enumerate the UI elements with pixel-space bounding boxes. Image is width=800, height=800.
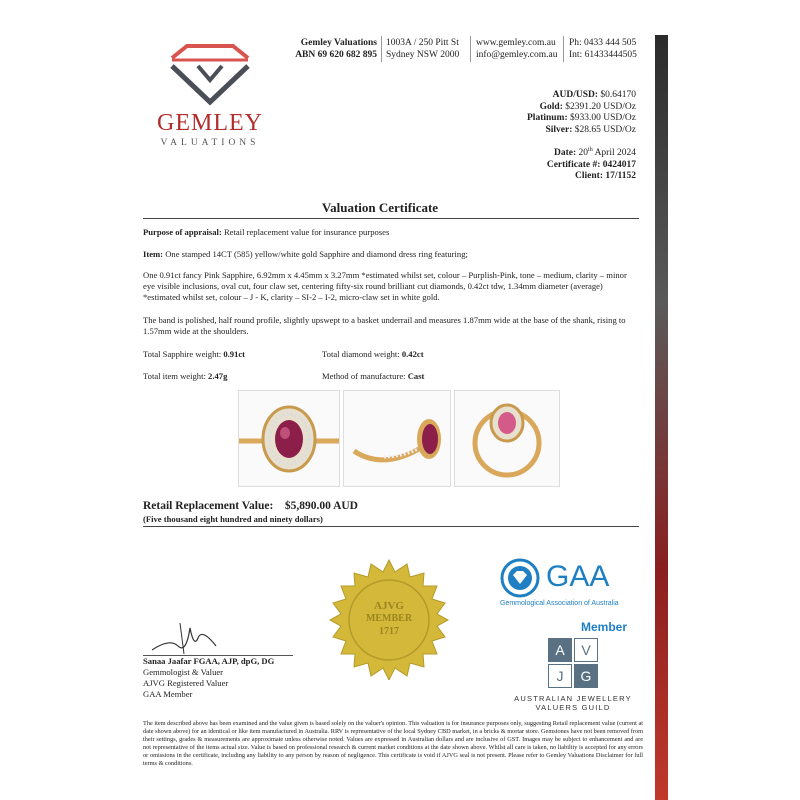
retail-value-line: Retail Replacement Value: $5,890.00 AUD — [143, 500, 358, 512]
ajvg-letter-g: G — [574, 664, 598, 688]
ajvg-text — [505, 694, 641, 712]
address-line-1: 1003A / 250 Pitt St — [386, 38, 459, 48]
signature-mark-icon — [150, 618, 220, 658]
certificate-title: Valuation Certificate — [321, 200, 439, 215]
header-company-block — [292, 37, 377, 61]
cert-number: 0424017 — [602, 159, 636, 170]
valuer-title: Gemmologist & Valuer — [143, 667, 224, 677]
ajvg-gold-seal — [328, 558, 450, 680]
ring-photo-top — [238, 390, 340, 487]
address-line-2: Sydney NSW 2000 — [386, 50, 460, 60]
ajvg-line-2: VALUERS GUILD — [535, 703, 611, 712]
valuer-name: Sanaa Jaafar FGAA, AJP, dpG, DG — [143, 656, 275, 666]
ajvg-letter-j: J — [548, 664, 572, 688]
header-phone-block — [569, 37, 637, 61]
ajvg-letter-v: V — [574, 638, 598, 662]
sapphire-weight: Total Sapphire weight: 0.91ct — [143, 349, 246, 359]
aud-rate: $0.64170 — [600, 90, 636, 100]
date-value: 20th April 2024 — [578, 147, 636, 159]
platinum-rate: $933.00 USD/Oz — [570, 113, 636, 123]
gold-rate: $2391.20 USD/Oz — [565, 101, 636, 112]
email-link[interactable]: info@gemley.com.au — [476, 50, 558, 60]
manufacture-method: Method of manufacture: Cast — [322, 371, 425, 381]
item-weight: Total item weight: 2.47g — [143, 371, 228, 381]
header-address-block — [386, 37, 459, 61]
gaa-member: Member — [581, 620, 628, 634]
certificate-meta-block — [470, 145, 636, 183]
ring-photo-side — [343, 390, 451, 487]
band-paragraph: The band is polished, half round profile, slightly upswept to a basket underrail and measures 1.87mm wide at the base of the shank, rising to 1.57mm wide at the shoulders. — [143, 315, 626, 336]
gold-label: Gold: — [539, 101, 563, 112]
intl-number: Int: 61433444505 — [569, 50, 637, 60]
seal-text-3: 1717 — [379, 626, 399, 637]
gaa-full-name: Gemmological Association of Australia — [500, 600, 619, 607]
valuer-registration: AJVG Registered Valuer — [143, 678, 229, 688]
title-underline — [143, 218, 639, 219]
cert-label: Certificate #: — [546, 159, 601, 170]
company-abn: ABN 69 620 682 895 — [295, 50, 377, 60]
seal-text-2: MEMBER — [365, 613, 413, 624]
header-divider — [563, 36, 564, 62]
silver-rate: $28.65 USD/Oz — [574, 124, 636, 135]
brand-name: GEMLEY — [157, 110, 263, 136]
description-paragraph: One 0.91ct fancy Pink Sapphire, 6.92mm x 4.45mm x 3.27mm *estimated whilst set, colour – Purplish-Pink, tone – medium, clarity – minor eye visible inclusions, oval cut, four claw set, centering fifty-six round brilliant cut diamonds, 0.42ct tdw, 1.34mm diameter (average) *estimated whilst set, colour – J - K, clarity – SI-2 – I-2, micro-claw set in white gold. — [143, 270, 627, 302]
seal-text-1: AJVG — [374, 600, 404, 612]
ring-photo-back — [454, 390, 560, 487]
aud-label: AUD/USD: — [552, 90, 598, 100]
gaa-abbr: GAA — [546, 560, 610, 593]
ajvg-line-1: AUSTRALIAN JEWELLERY — [514, 694, 632, 703]
diamond-weight: Total diamond weight: 0.42ct — [322, 349, 424, 359]
silver-label: Silver: — [545, 124, 573, 135]
client-number: 17/1152 — [605, 171, 636, 182]
value-underline — [143, 526, 639, 527]
client-label: Client: — [575, 171, 603, 182]
item-line: Item: One stamped 14CT (585) yellow/white gold Sapphire and diamond dress ring featuring; — [143, 249, 468, 259]
gaa-emblem-icon — [500, 558, 540, 598]
diamond-logo-icon — [150, 40, 270, 110]
gemley-logo — [150, 40, 270, 155]
header-web-block — [476, 37, 557, 61]
header-divider — [470, 36, 471, 62]
phone-number: Ph: 0433 444 505 — [569, 38, 637, 48]
decorative-sidebar-bar — [655, 35, 668, 800]
retail-value: $5,890.00 AUD — [284, 500, 358, 512]
website-link[interactable]: www.gemley.com.au — [476, 38, 556, 48]
ajvg-letter-a: A — [548, 638, 572, 662]
metal-rates-block — [470, 90, 636, 136]
purpose-line: Purpose of appraisal: Retail replacement value for insurance purposes — [143, 227, 390, 237]
valuer-membership: GAA Member — [143, 689, 193, 699]
ajvg-logo — [548, 638, 598, 688]
company-name: Gemley Valuations — [300, 38, 377, 48]
retail-value-words: (Five thousand eight hundred and ninety dollars) — [143, 514, 323, 524]
valuer-block — [143, 656, 274, 700]
date-label: Date: — [554, 148, 577, 159]
disclaimer-text: The item described above has been examined and the value given is based solely on the valuer's opinion. This valuation is for insurance purposes only, suggesting Retail replacement value (current at date shown above) for an identical or like item manufactured in Australia. RRV is representative of the local Sydney CBD market, in a bricks & mortar store. Gemstones have not been removed from their settings, grades & measurements are approximate unless otherwise noted. Values are expressed in Australian dollars and are inclusive of GST. Images may be subject to enhancement and are not representative of the items actual size. Value is based on professional research & current market conditions at the date shown above. Whilst all care is taken, no liability is accepted for any errors or omissions in the certificate, including any liability to any person by reason of negligence. This certificate is void if AJVG seal is not present. Please refer to Gemley Valuations Disclaimer for full terms & conditions. — [143, 720, 644, 767]
header-divider — [381, 36, 382, 62]
platinum-label: Platinum: — [527, 113, 568, 123]
brand-subtitle: VALUATIONS — [160, 138, 260, 148]
